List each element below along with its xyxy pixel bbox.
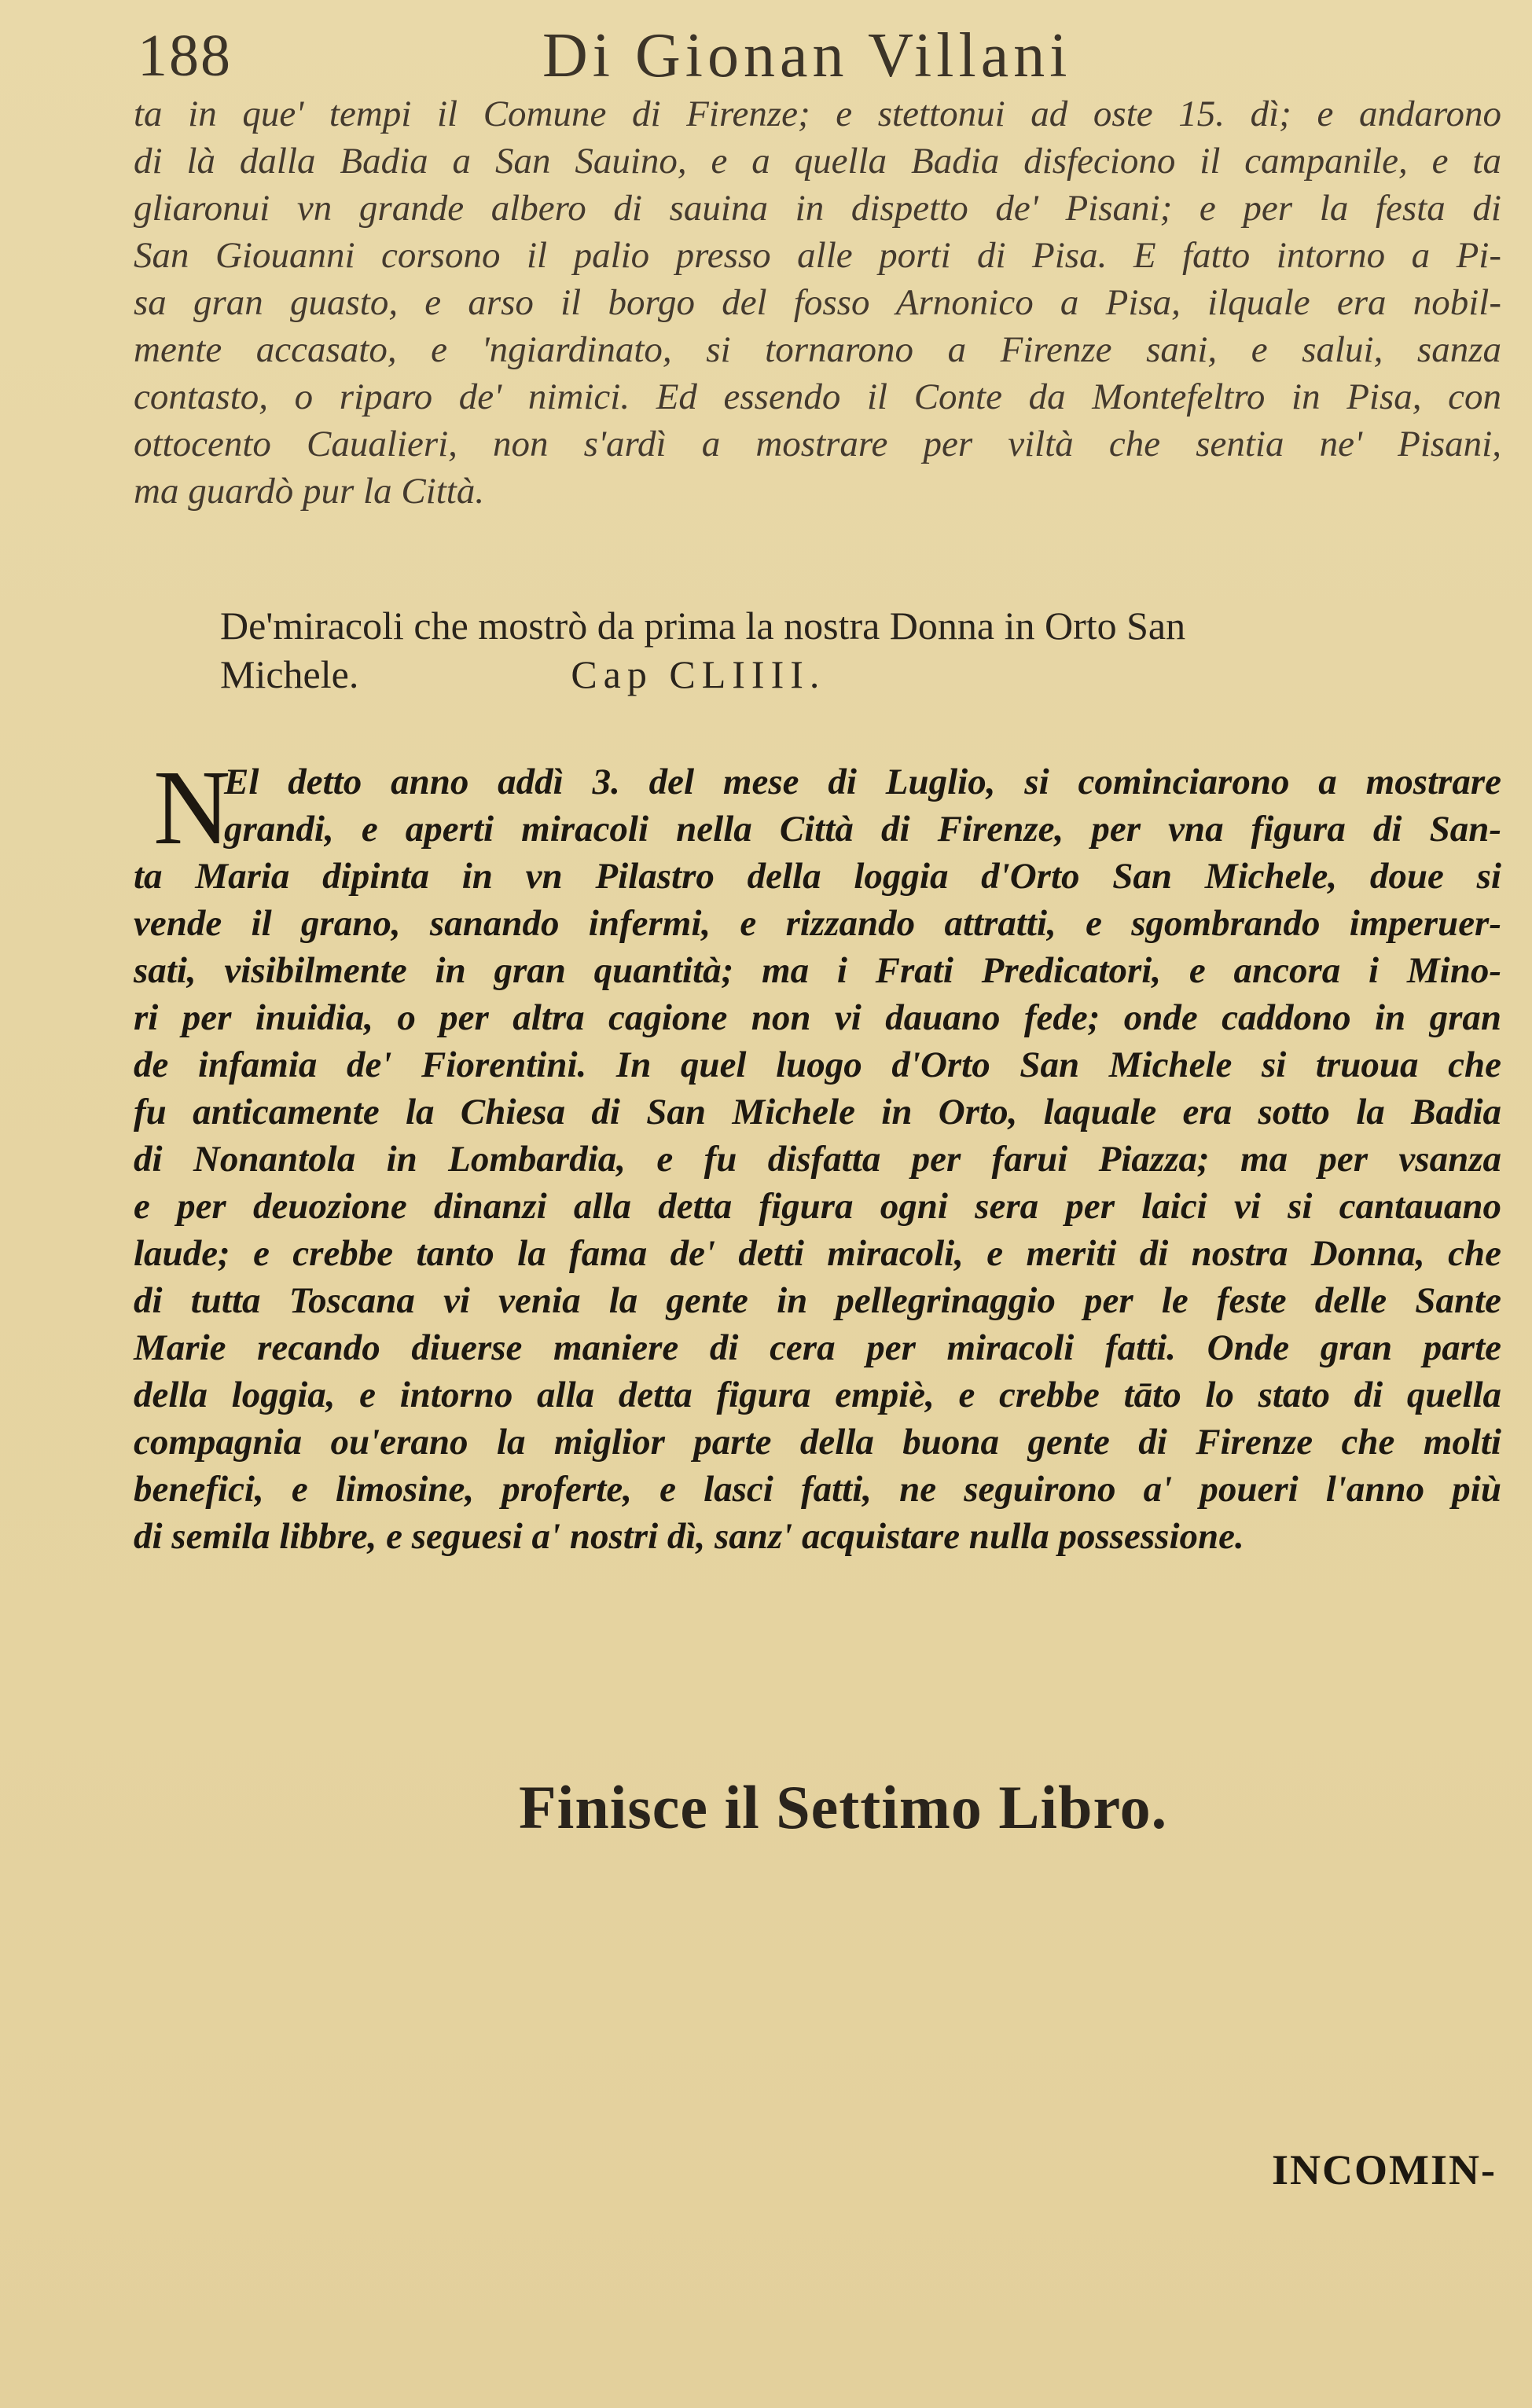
chapter-title-continued [220,650,1446,699]
chapter-title-end: Michele. [220,652,359,696]
text-line: di là dalla Badia a San Sauino, e a quella Badia disfeciono il campanile, e ta [134,141,1501,182]
text-line: San Giouanni corsono il palio presso alle porti di Pisa. E fatto intorno a Pi- [134,235,1501,276]
text-line: e per deuozione dinanzi alla detta figura ogni sera per laici vi si cantauano [134,1186,1501,1227]
text-line: di Nonantola in Lombardia, e fu disfatta per farui Piazza; ma per vsanza [134,1139,1501,1180]
text-line: benefici, e limosine, proferte, e lasci fatti, ne seguirono a' poueri l'anno più [134,1469,1501,1510]
text-line: de infamia de' Fiorentini. In quel luogo d'Orto San Michele si truoua che [134,1044,1501,1085]
text-line: ta in que' tempi il Comune di Firenze; e stettonui ad oste 15. dì; e andarono [134,94,1501,134]
catchword: INCOMIN- [1272,2146,1497,2193]
text-line: ma guardò pur la Città. [134,471,485,512]
text-line: ta Maria dipinta in vn Pilastro della loggia d'Orto San Michele, doue si [134,856,1501,897]
running-head: Di Gionan Villani [542,21,1072,90]
text-line: vende il grano, sanando infermi, e rizzando attratti, e sgombrando imperuer- [134,903,1501,944]
page-number: 188 [138,23,232,89]
book-closing-title: Finisce il Settimo Libro. [519,1773,1168,1841]
chapter-title: De'miracoli che mostrò da prima la nostra Donna in Orto San [220,604,1186,648]
chapter-number: Cap CLIIII. [571,652,826,696]
text-line: grandi, e aperti miracoli nella Città di Firenze, per vna figura di San- [224,809,1501,850]
text-line: della loggia, e intorno alla detta figura empiè, e crebbe tāto lo stato di quella [134,1375,1501,1415]
top-paragraph [134,90,1501,515]
text-line: gliaronui vn grande albero di sauina in dispetto de' Pisani; e per la festa di [134,188,1501,229]
text-line: fu anticamente la Chiesa di San Michele in Orto, laquale era sotto la Badia [134,1092,1501,1132]
text-line: ottocento Caualieri, non s'ardì a mostrare per viltà che sentia ne' Pisani, [134,424,1501,464]
text-line: compagnia ou'erano la miglior parte della buona gente di Firenze che molti [134,1422,1501,1463]
text-line: laude; e crebbe tanto la fama de' detti miracoli, e meriti di nostra Donna, che [134,1233,1501,1274]
text-line: sa gran guasto, e arso il borgo del fosso Arnonico a Pisa, ilquale era nobil- [134,282,1501,323]
text-line: di tutta Toscana vi venia la gente in pellegrinaggio per le feste delle Sante [134,1280,1501,1321]
text-line: ri per inuidia, o per altra cagione non vi dauano fede; onde caddono in gran [134,997,1501,1038]
text-line: Marie recando diuerse maniere di cera per miracoli fatti. Onde gran parte [134,1327,1501,1368]
text-line: contasto, o riparo de' nimici. Ed essendo il Conte da Montefeltro in Pisa, con [134,376,1501,417]
main-paragraph [134,749,1501,1560]
text-line: mente accasato, e 'ngiardinato, si tornarono a Firenze sani, e salui, sanza [134,329,1501,370]
text-line: El detto anno addì 3. del mese di Luglio, si cominciarono a mostrare [224,762,1501,802]
drop-cap: N [153,749,231,867]
text-line: di semila libbre, e seguesi a' nostri dì, sanz' acquistare nulla possessione. [134,1516,1244,1557]
chapter-heading [220,601,1446,699]
text-line: sati, visibilmente in gran quantità; ma i Frati Predicatori, e ancora i Mino- [134,950,1501,991]
